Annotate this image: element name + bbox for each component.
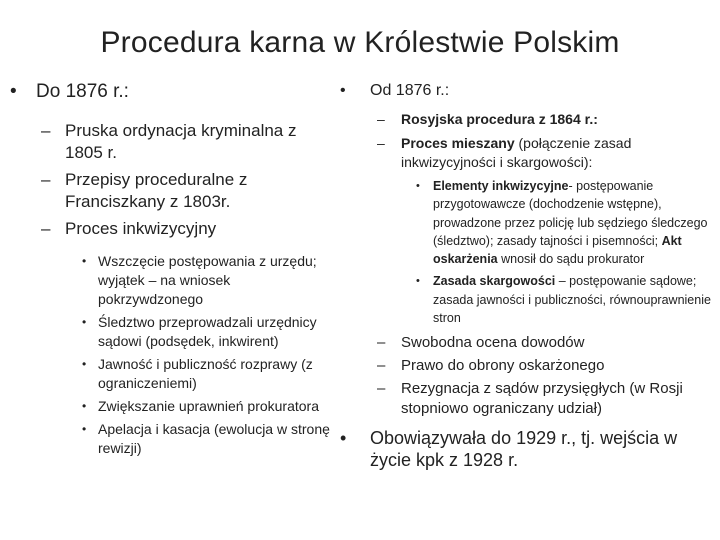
right-item-b2: – Prawo do obrony oskarżonego: [340, 356, 715, 376]
right-subitem-1-mid: - postępowanie przygotowawcze (dochodzenie wstępne), prowadzone przez policję lub sędziego śledczego (śledztwo); zasady tajności i pisemności;: [433, 179, 708, 248]
left-column: [8, 80, 338, 462]
slide-title: Procedura karna w Królestwie Polskim: [100, 26, 620, 59]
right-subitem-1-bold: Elementy inkwizycyjne: [433, 179, 569, 193]
right-subitem-2-rest: – postępowanie sądowe; zasada jawności i publiczności, równouprawnienie stron: [433, 274, 711, 326]
right-item-2-rest: (połączenie zasad inkwizycyjności i skargowości):: [401, 135, 632, 170]
right-heading: • Od 1876 r.:: [340, 80, 715, 102]
right-item-b3: – Rezygnacja z sądów przysięgłych (w Rosji stopniowo ograniczany udział): [340, 379, 715, 419]
right-item-1: [340, 110, 715, 129]
left-item-2: – Przepisy proceduralne z Franciszkany z 1803r.: [8, 169, 338, 213]
right-item-1-text: Rosyjska procedura z 1864 r.:: [401, 111, 598, 127]
left-subitem-1: • Wszczęcie postępowania z urzędu; wyjątek – na wniosek pokrzywdzonego: [8, 252, 338, 309]
right-subitem-2: [340, 272, 715, 327]
left-subitem-3: • Jawność i publiczność rozprawy (z ograniczeniemi): [8, 355, 338, 393]
left-heading: • Do 1876 r.:: [8, 80, 338, 104]
right-column: [340, 80, 715, 471]
right-item-2: [340, 134, 715, 172]
left-subitem-4: • Zwiększanie uprawnień prokuratora: [8, 397, 338, 416]
right-subitem-1-end: wnosił do sądu prokurator: [497, 252, 645, 267]
left-subitem-5: • Apelacja i kasacja (ewolucja w stronę rewizji): [8, 420, 338, 458]
right-closing: • Obowiązywała do 1929 r., tj. wejścia w życie kpk z 1928 r.: [340, 427, 715, 471]
right-item-2-bold: Proces mieszany: [401, 135, 515, 151]
left-item-3: – Proces inkwizycyjny: [8, 218, 338, 240]
right-subitem-1-bold2: Akt oskarżenia: [433, 233, 682, 267]
left-item-1: – Pruska ordynacja kryminalna z 1805 r.: [8, 120, 338, 164]
left-subitem-2: • Śledztwo przeprowadzali urzędnicy sądowi (podsędek, inkwirent): [8, 313, 338, 351]
right-subitem-1: [340, 177, 715, 268]
right-subitem-2-bold: Zasada skargowości: [433, 274, 556, 289]
right-item-b1: – Swobodna ocena dowodów: [340, 333, 715, 353]
